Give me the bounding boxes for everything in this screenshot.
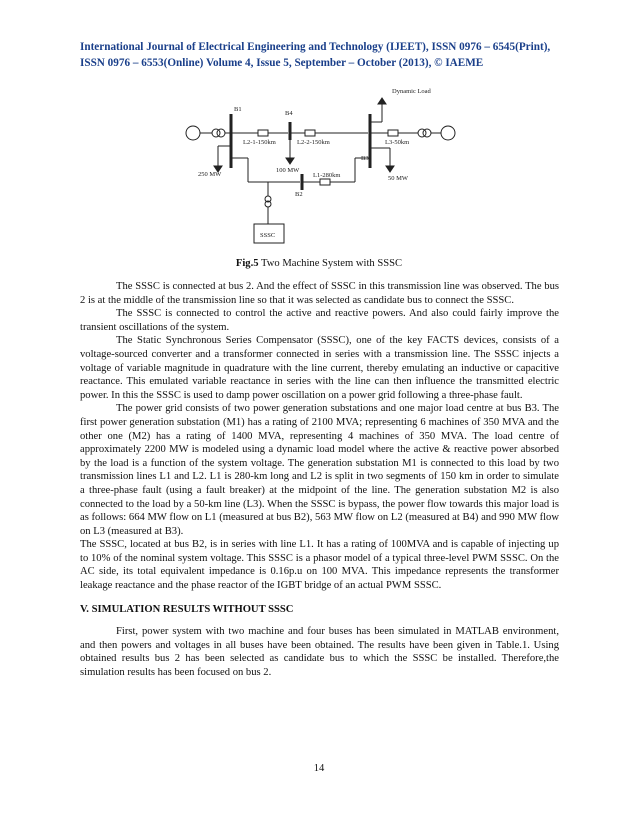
paragraph: First, power system with two machine and four buses has been simulated in MATLAB environment, and then powers and voltages in all buses have been obtained. The results have been given in Table.1. Using obtained results bus 2 has been selected as candidate bus to which the SSSC be installed. Therefore,the simulation results has been focused on bus 2. [80,626,559,679]
paragraph: The Static Synchronous Series Compensator (SSSC), one of the key FACTS devices, consists of a voltage-sourced converter and a transformer connected in series with a transmission line. The SSSC injects a voltage of variable magnitude in quadrature with the line current, thereby emulating an inductive or capacitive reactance. This emulated variable reactance in series with the line can then influence the transmitted electric power. In this the SSSC is used to damp power oscillation on a power grid following a three-phase fault. [80,335,559,401]
machine-m1-symbol [186,126,200,140]
label-l1: L1-280km [313,172,341,179]
label-load-250: 250 MW [198,171,222,178]
header-line-1: International Journal of Electrical Engineering and Technology (IJEET), ISSN 0976 – 6545(Print), [80,41,551,53]
label-load-50: 50 MW [388,175,409,182]
machine-m2-symbol [441,126,455,140]
journal-header [80,40,560,71]
label-b4: B4 [285,110,293,117]
paragraph: The SSSC is connected at bus 2. And the effect of SSSC in this transmission line was observed. The bus 2 is at the middle of the transmission line so that it was selected as candidate bus to connect the SSSC. [80,281,559,306]
label-b1: B1 [234,106,242,113]
paragraph: The SSSC is connected to control the active and reactive powers. And also could fairly improve the transient oscillations of the system. [80,308,559,333]
figure-caption [0,258,638,269]
label-l3: L3-50km [385,139,410,146]
label-dynamic-load: Dynamic Load [392,88,431,95]
label-load-100: 100 MW [276,167,300,174]
figure-caption-text: Two Machine System with SSSC [258,258,403,269]
figure-caption-label: Fig.5 [235,258,259,269]
label-b2: B2 [295,191,303,198]
article-body [80,280,559,680]
two-machine-system-diagram [170,78,470,254]
paragraph: The SSSC, located at bus B2, is in series with line L1. It has a rating of 100MVA and is capable of injecting up to 10% of the nominal system voltage. This SSSC is a phasor model of a typical three-level PWM SSSC. On the AC side, its total equivalent impedance is 0.16p.u on 100 MVA. This impedance represents the transformer leakage reactance and the phase reactor of the IGBT bridge of an actual PWM SSSC. [80,539,559,592]
label-l2-1: L2-1-150km [243,139,276,146]
header-line-2: ISSN 0976 – 6553(Online) Volume 4, Issue 5, September – October (2013), © IAEME [80,56,484,69]
label-sssc: SSSC [260,232,276,239]
label-b3: B3 [361,155,369,162]
label-l2-2: L2-2-150km [297,139,330,146]
page-number: 14 [313,763,325,774]
section-heading: V. SIMULATION RESULTS WITHOUT SSSC [80,603,294,615]
paragraph: The power grid consists of two power generation substations and one major load centre at bus B3. The first power generation substation (M1) has a rating of 2100 MVA; representing 6 machines of 350 MVA and the other one (M2) has a rating of 1400 MVA, representing 4 machines of 350 MVA. The load centre of approximately 2200 MW is modeled using a dynamic load model where the active & reactive power absorbed by the load is a function of the system voltage. The generation substation M1 is connected to this load by two transmission lines L1 and L2. L1 is 280-km long and L2 is split in two segments of 150 km in order to simulate a three-phase fault (using a fault breaker) at the midpoint of the line. The generation substation M2 is also connected to the load by a 50-km line (L3). When the SSSC is bypass, the power flow towards this major load is as follows: 664 MW flow on L1 (measured at bus B2), 563 MW flow on L2 (measured at B4) and 990 MW flow on L3 (measured at B3). [80,403,559,537]
